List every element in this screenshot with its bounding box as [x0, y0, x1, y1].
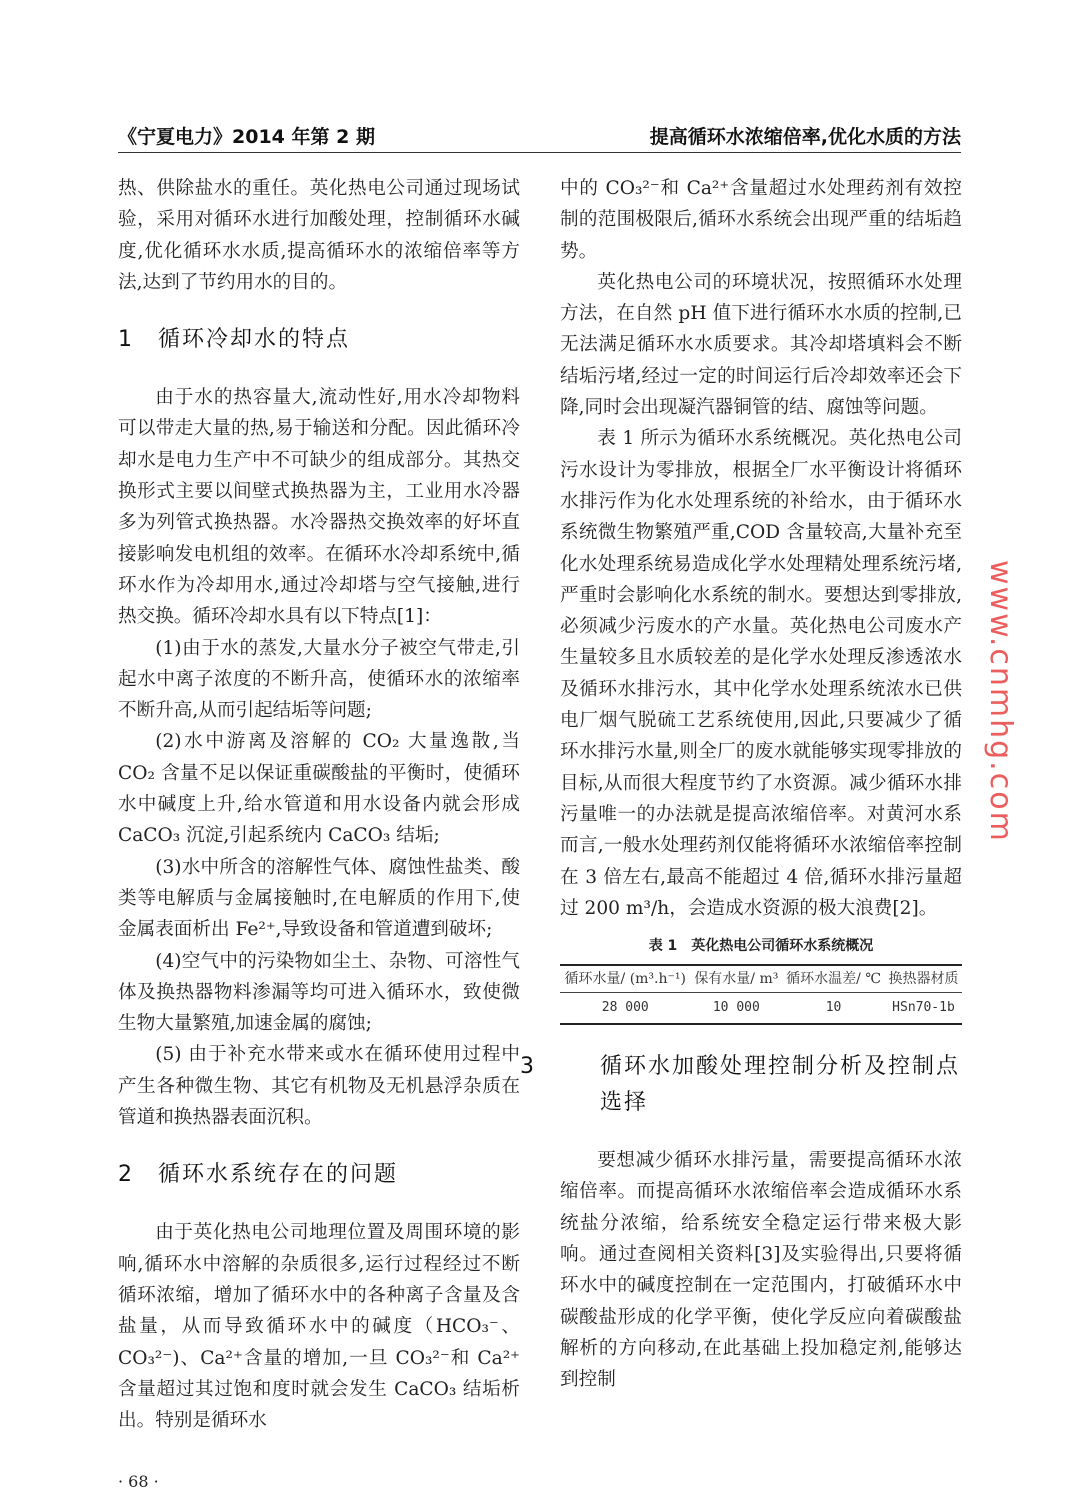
- paragraph: 表 1 所示为循环水系统概况。英化热电公司污水设计为零排放，根据全厂水平衡设计将循环水排污作为化水处理系统的补给水，由于循环水系统微生物繁殖严重,COD 含量较高,大量补充至化水处理系统易造成化学水处理精处理系统污堵,严重时会影响化水系统的制水。要想达到零排放,必须减少污废水的产水量。英化热电公司废水产生量较多且水质较差的是化学水处理反渗透浓水及循环水排污水，其中化学水处理系统浓水已供电厂烟气脱硫工艺系统使用,因此,只要减少了循环水排污水量,则全厂的废水就能够实现零排放的目标,从而很大程度节约了水资源。减少循环水排污量唯一的办法就是提高浓缩倍率。对黄河水系而言,一般水处理药剂仅能将循环水浓缩倍率控制在 3 倍左右,最高不能超过 4 倍,循环水排污量超过 200 m³/h，会造成水资源的极大浪费[2]。: [560, 428, 962, 919]
- table-cell: 28 000: [560, 993, 691, 1025]
- paragraph: 中的 CO₃²⁻和 Ca²⁺含量超过水处理药剂有效控制的范围极限后,循环水系统会出现严重的结垢趋势。: [560, 178, 962, 262]
- paragraph: 英化热电公司的环境状况，按照循环水处理方法，在自然 pH 值下进行循环水水质的控制,已无法满足循环水水质要求。其冷却塔填料会不断结垢污堵,经过一定的时间运行后冷却效率还会下降,同时会出现凝汽器铜管的结、腐蚀等问题。: [560, 271, 962, 419]
- paragraph: 要想减少循环水排污量，需要提高循环水浓缩倍率。而提高循环水浓缩倍率会造成循环水系统盐分浓缩，给系统安全稳定运行带来极大影响。通过查阅相关资料[3]及实验得出,只要将循环水中的碱度控制在一定范围内，打破循环水中碳酸盐形成的化学平衡，使化学反应向着碳酸盐解析的方向移动,在此基础上投加稳定剂,能够达到控制: [560, 1150, 962, 1391]
- paragraph: 由于水的热容量大,流动性好,用水冷却物料可以带走大量的热,易于输送和分配。因此循环冷却水是电力生产中不可缺少的组成部分。其热交换形式主要以间壁式换热器为主，工业用水冷器多为列管式换热器。水冷器热交换效率的好坏直接影响发电机组的效率。在循环水冷却系统中,循环水作为冷却用水,通过冷却塔与空气接触,进行热交换。循环冷却水具有以下特点[1]：: [118, 387, 520, 628]
- section-3-heading: [520, 1049, 962, 1121]
- table-cell: HSn70-1b: [885, 993, 962, 1025]
- section-title: 循环水加酸处理控制分析及控制点选择: [600, 1054, 961, 1116]
- page-number: · 68 ·: [118, 1472, 159, 1492]
- header-divider: [118, 152, 961, 153]
- table-cell: 10: [782, 993, 885, 1025]
- table-header: 循环水量/ (m³.h⁻¹): [560, 965, 691, 993]
- watermark: www.cnmhg.com: [983, 560, 1018, 843]
- section-number: 2: [118, 1162, 134, 1188]
- section-2-heading: [118, 1157, 520, 1193]
- system-overview-table: [560, 964, 962, 1025]
- section-title: 循环水系统存在的问题: [158, 1162, 399, 1188]
- section-title: 循环冷却水的特点: [158, 327, 351, 353]
- list-item: (4)空气中的污染物如尘土、杂物、可溶性气体及换热器物料渗漏等均可进入循环水，致使微生物大量繁殖,加速金属的腐蚀;: [118, 950, 520, 1035]
- table-caption: 表 1 英化热电公司循环水系统概况: [648, 938, 874, 955]
- list-item: (5) 由于补充水带来或水在循环使用过程中产生各种微生物、其它有机物及无机悬浮杂质在管道和换热器表面沉积。: [118, 1044, 520, 1129]
- table-header: 保有水量/ m³: [691, 965, 783, 993]
- table-row: [560, 993, 962, 1025]
- table-cell: 10 000: [691, 993, 783, 1025]
- table-header-row: [560, 965, 962, 993]
- article-title-header: 提高循环水浓缩倍率,优化水质的方法: [649, 126, 961, 148]
- list-item: (1)由于水的蒸发,大量水分子被空气带走,引起水中离子浓度的不断升高，使循环水的浓缩率不断升高,从而引起结垢等问题;: [118, 637, 520, 722]
- table-header: 循环水温差/ ℃: [782, 965, 885, 993]
- section-number: 1: [118, 327, 134, 353]
- list-item: (3)水中所含的溶解性气体、腐蚀性盐类、酸类等电解质与金属接触时,在电解质的作用下,使金属表面析出 Fe²⁺,导致设备和管道遭到破坏;: [118, 856, 520, 941]
- paragraph: 热、供除盐水的重任。英化热电公司通过现场试验，采用对循环水进行加酸处理，控制循环水碱度,优化循环水水质,提高循环水的浓缩倍率等方法,达到了节约用水的目的。: [118, 178, 520, 293]
- list-item: (2)水中游离及溶解的 CO₂ 大量逸散,当 CO₂ 含量不足以保证重碳酸盐的平衡时，使循环水中碱度上升,给水管道和用水设备内就会形成 CaCO₃ 沉淀,引起系统内 CaCO₃ 结垢;: [118, 731, 520, 847]
- journal-header: 《宁夏电力》2014 年第 2 期: [118, 126, 375, 148]
- section-number: 3: [520, 1054, 536, 1080]
- left-column: [118, 173, 520, 1498]
- paragraph: 由于英化热电公司地理位置及周围环境的影响,循环水中溶解的杂质很多,运行过程经过不断循环浓缩，增加了循环水中的各种离子含量及含盐量，从而导致循环水中的碱度（HCO₃⁻、CO₃²⁻)、Ca²⁺含量的增加,一旦 CO₃²⁻和 Ca²⁺含量超过其过饱和度时就会发生 CaCO₃ 结垢析出。特别是循环水: [118, 1222, 520, 1432]
- section-1-heading: [118, 322, 520, 358]
- table-header: 换热器材质: [885, 965, 962, 993]
- right-column: [520, 173, 962, 1396]
